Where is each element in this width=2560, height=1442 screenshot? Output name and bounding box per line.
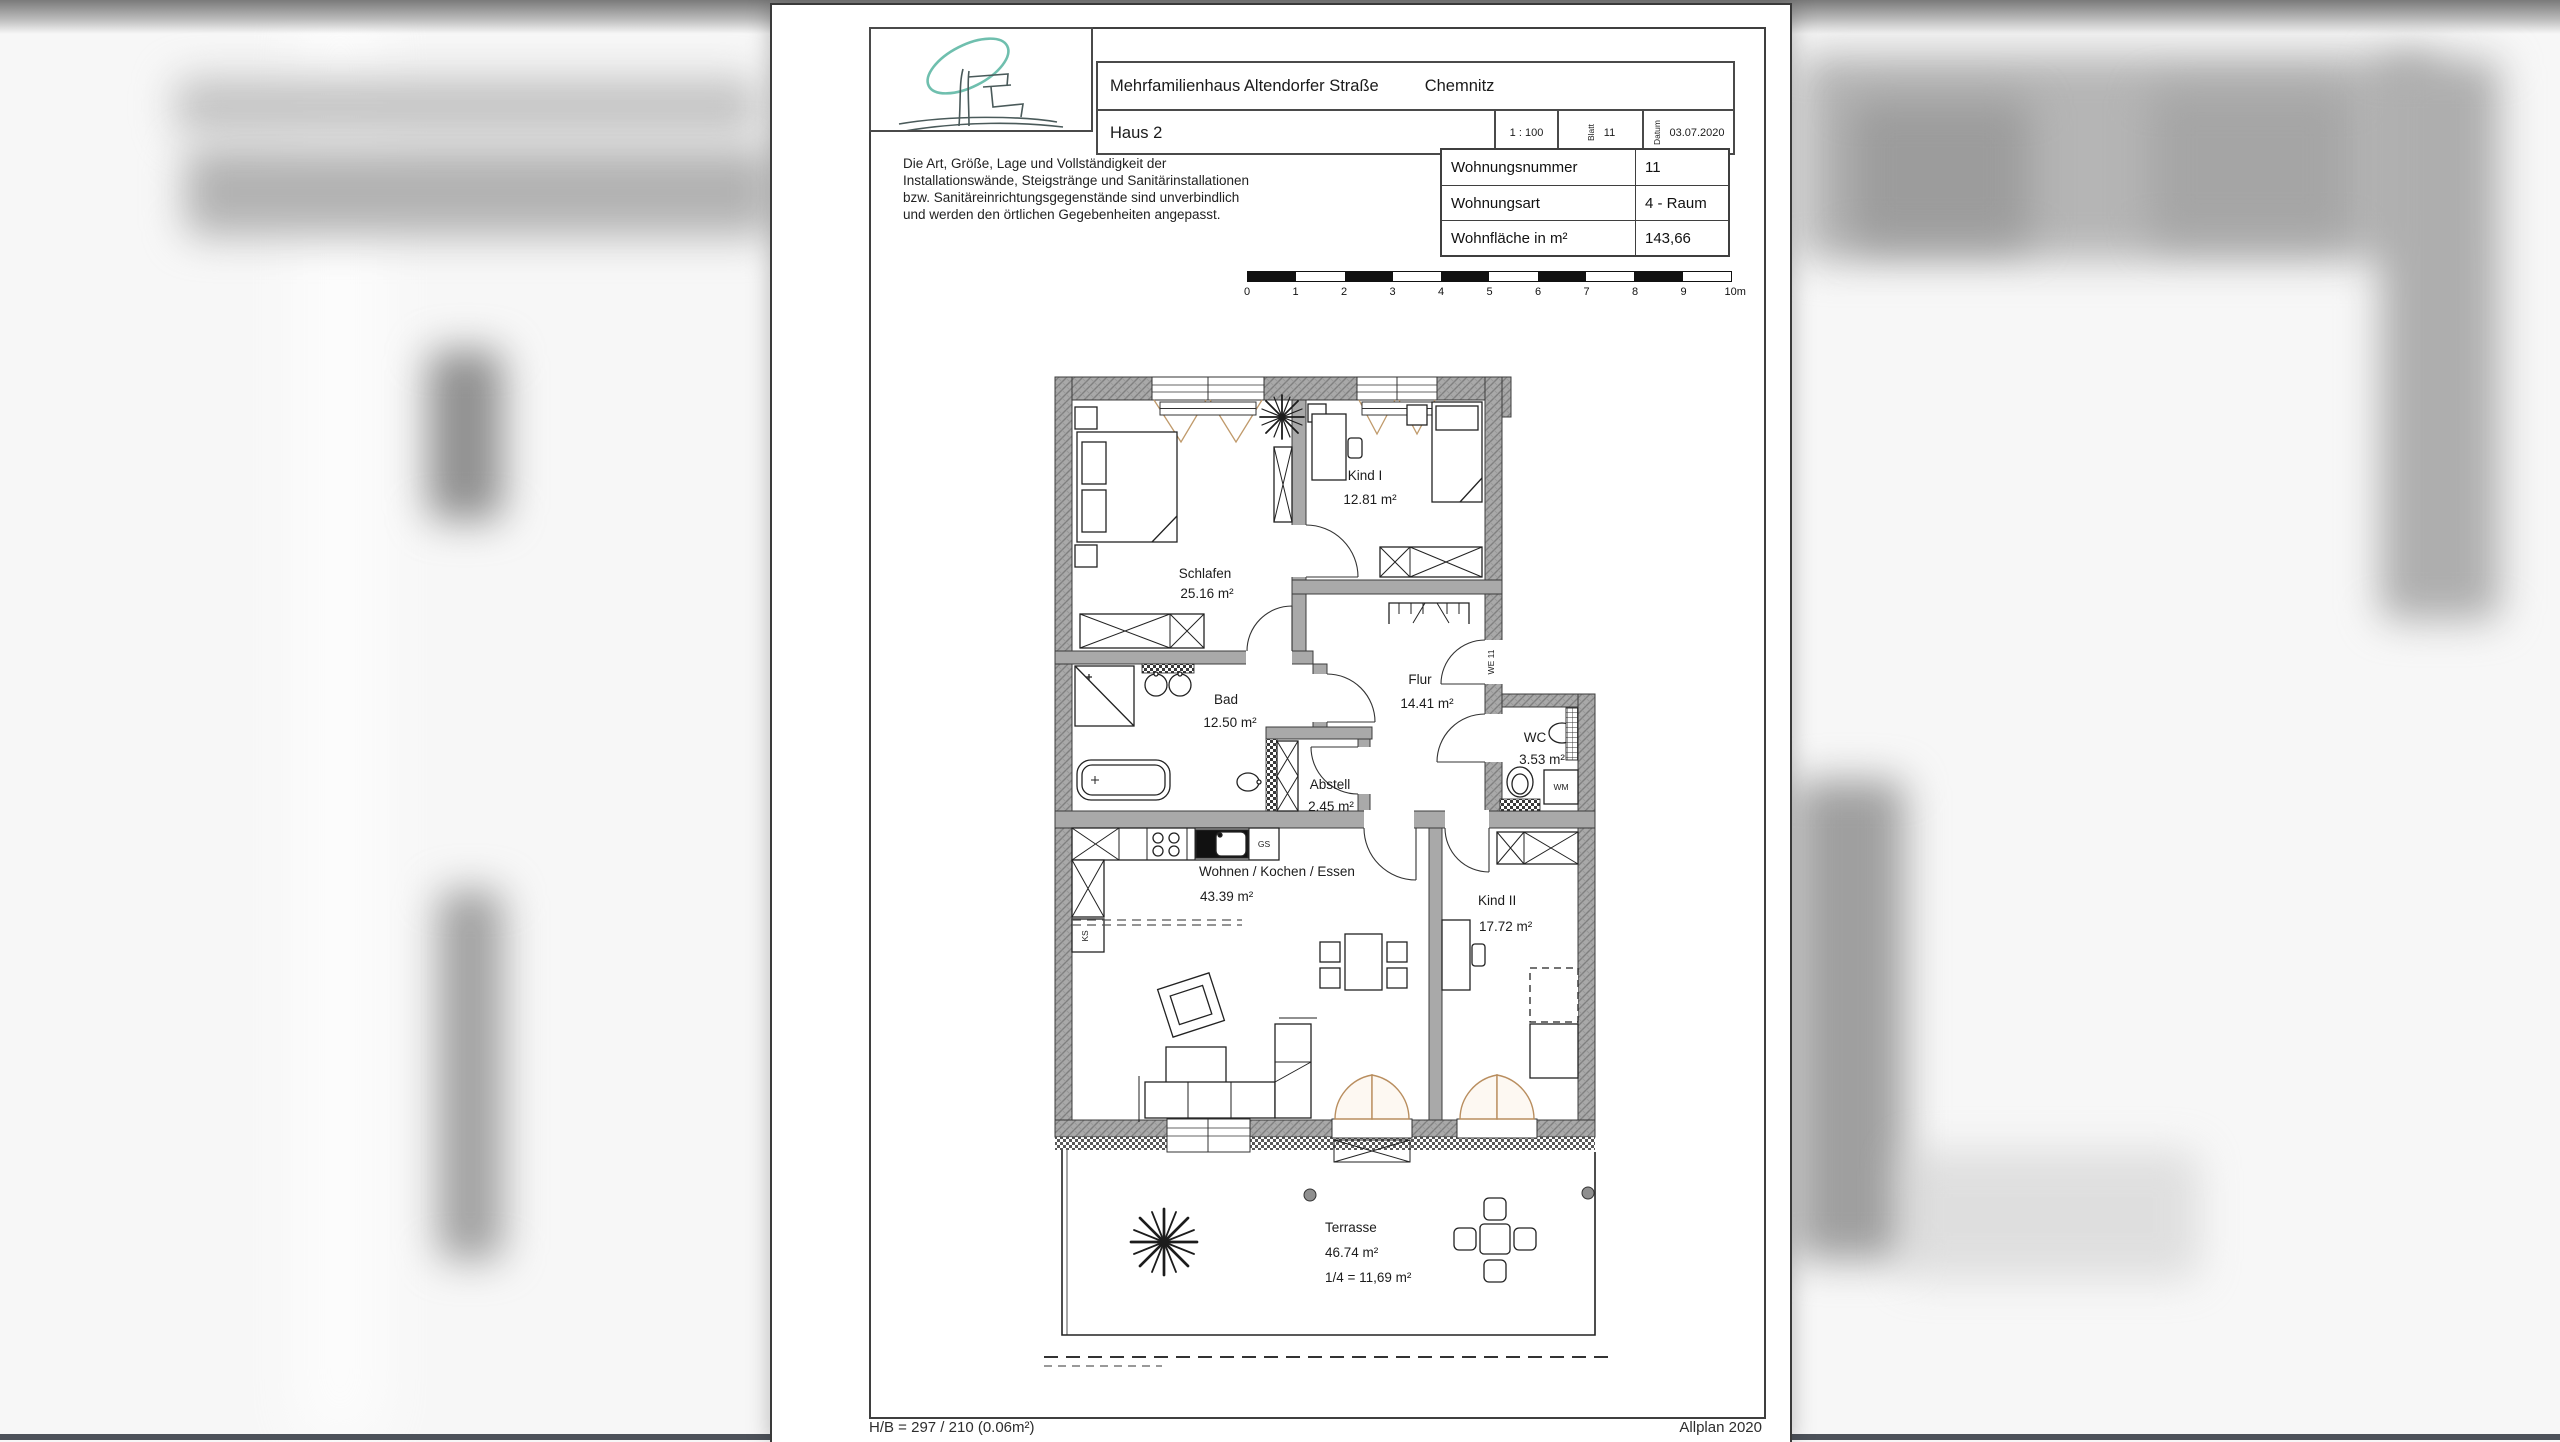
background-blur xyxy=(1900,1150,2200,1280)
chair xyxy=(1387,968,1407,988)
plant-icon xyxy=(1131,1209,1197,1275)
room-label: Schlafen xyxy=(1178,566,1232,581)
small-sink xyxy=(1237,773,1259,791)
row-value: 4 - Raum xyxy=(1635,186,1728,220)
nightstand xyxy=(1407,405,1427,425)
terrace-post xyxy=(1304,1189,1316,1201)
room-label: Bad xyxy=(1213,692,1239,707)
chair xyxy=(1320,942,1340,962)
blatt-value: 11 xyxy=(1603,127,1616,139)
french-door-opening xyxy=(1457,1119,1537,1138)
bed-blanket xyxy=(1530,968,1578,1022)
chair xyxy=(1472,944,1485,966)
fridge-label: KS xyxy=(1080,930,1090,942)
row-label: Wohnungsart xyxy=(1451,194,1540,212)
scale-tick: 7 xyxy=(1583,286,1590,298)
room-label: Terrasse xyxy=(1325,1220,1377,1235)
row-value: 143,66 xyxy=(1635,221,1728,255)
sofa xyxy=(1145,1082,1275,1118)
shelf xyxy=(1277,741,1298,811)
room-label: Flur xyxy=(1408,672,1432,687)
plant-icon xyxy=(1260,395,1304,439)
room-area-quarter: 1/4 = 11,69 m² xyxy=(1325,1270,1412,1285)
sheet-name: Haus 2 xyxy=(1110,123,1163,142)
wardrobe xyxy=(1497,832,1578,864)
disclaimer-line: und werden den örtlichen Gegebenheiten angepasst. xyxy=(903,207,1221,222)
washing-machine-label: WM xyxy=(1553,782,1569,792)
disclaimer-text xyxy=(903,155,1303,223)
room-label: Kind I xyxy=(1347,468,1383,483)
wardrobe xyxy=(1080,614,1204,648)
room-area: 25.16 m² xyxy=(1180,586,1234,601)
apartment-info-table xyxy=(1440,148,1730,257)
disclaimer-line: Die Art, Größe, Lage und Vollständigkeit der xyxy=(903,156,1167,171)
desk xyxy=(1312,414,1346,480)
coat-rack xyxy=(1389,603,1469,624)
room-label: Kind II xyxy=(1478,893,1517,908)
scale-tick: 5 xyxy=(1486,286,1493,298)
sink xyxy=(1145,674,1167,696)
background-blur xyxy=(175,78,760,133)
radiator xyxy=(1566,708,1578,760)
terrace-chair xyxy=(1484,1198,1506,1220)
room-area: 12.81 m² xyxy=(1343,492,1397,507)
scale-tick: 8 xyxy=(1631,286,1639,298)
scale-value: 1 : 100 xyxy=(1494,111,1557,155)
floor-plan xyxy=(1042,362,1622,1372)
room-area: 17.72 m² xyxy=(1479,919,1533,934)
desk xyxy=(1442,920,1470,990)
table-row xyxy=(1442,150,1728,185)
sofa-chaise xyxy=(1275,1024,1311,1118)
blatt-label: Blatt xyxy=(1585,124,1596,142)
french-door-opening xyxy=(1332,1119,1412,1138)
background-blur xyxy=(185,148,775,236)
drawing-sheet xyxy=(770,3,1792,1442)
room-area: 3.53 m² xyxy=(1519,752,1565,767)
title-row xyxy=(1098,63,1733,111)
disclaimer-line: bzw. Sanitäreinrichtungsgegenstände sind unverbindlich xyxy=(903,190,1240,205)
terrace-chair xyxy=(1484,1260,1506,1282)
nightstand xyxy=(1075,407,1097,429)
room-area: 2.45 m² xyxy=(1308,799,1354,814)
background-blur xyxy=(2380,60,2500,620)
background-blur xyxy=(428,350,503,520)
room-label: Abstell xyxy=(1309,777,1351,792)
chair xyxy=(1320,968,1340,988)
table-row xyxy=(1442,185,1728,220)
nightstand xyxy=(1075,545,1097,567)
terrace-post xyxy=(1582,1187,1594,1199)
room-area: 14.41 m² xyxy=(1400,696,1454,711)
room-area: 12.50 m² xyxy=(1203,715,1257,730)
datum-value: 03.07.2020 xyxy=(1669,127,1725,139)
scale-bar-segments xyxy=(1247,271,1732,282)
background-blur xyxy=(438,890,503,1260)
tree-logo-icon xyxy=(871,29,1091,130)
background-blur xyxy=(1795,780,1905,1260)
datum-label: Datum xyxy=(1652,120,1663,146)
scale-tick: 0 xyxy=(1243,286,1251,298)
scale-tick: 4 xyxy=(1437,286,1445,298)
room-area: 46.74 m² xyxy=(1325,1245,1379,1260)
row-value: 11 xyxy=(1635,150,1728,185)
entrance-label: WE 11 xyxy=(1486,649,1496,675)
chair xyxy=(1387,942,1407,962)
footer-format: H/B = 297 / 210 (0.06m²) xyxy=(869,1419,1035,1436)
project-title: Mehrfamilienhaus Altendorfer Straße xyxy=(1110,76,1379,95)
background-blur xyxy=(1850,100,2030,245)
sink xyxy=(1169,674,1191,696)
row-label: Wohnungsnummer xyxy=(1451,159,1578,176)
project-city: Chemnitz xyxy=(1424,76,1495,95)
terrace-chair xyxy=(1514,1228,1536,1250)
title-block xyxy=(1096,61,1735,155)
disclaimer-line: Installationswände, Steigstränge und Sanitärinstallationen xyxy=(903,173,1249,188)
scale-tick: 9 xyxy=(1680,286,1687,298)
row-label: Wohnfläche in m² xyxy=(1451,229,1568,247)
scale-tick: 1 xyxy=(1292,286,1299,298)
footer-software: Allplan 2020 xyxy=(1679,1419,1762,1436)
dining-table xyxy=(1345,934,1382,990)
chair xyxy=(1348,438,1362,458)
scale-tick: 10m xyxy=(1724,286,1746,298)
room-label: WC xyxy=(1523,730,1547,745)
terrace-chair xyxy=(1454,1228,1476,1250)
scale-bar xyxy=(1243,271,1746,305)
scale-tick: 6 xyxy=(1534,286,1542,298)
installation-shaft xyxy=(1266,739,1277,811)
room-label: Wohnen / Kochen / Essen xyxy=(1199,864,1355,879)
terrace-table xyxy=(1480,1224,1510,1254)
dishwasher-label: GS xyxy=(1257,839,1271,849)
table-row xyxy=(1442,220,1728,255)
bed xyxy=(1530,1024,1578,1078)
scale-tick: 2 xyxy=(1340,286,1348,298)
background-blur xyxy=(2150,90,2350,240)
room-area: 43.39 m² xyxy=(1200,889,1254,904)
scale-tick: 3 xyxy=(1389,286,1396,298)
sheet-footer xyxy=(869,1419,1762,1436)
architect-logo xyxy=(869,27,1093,132)
